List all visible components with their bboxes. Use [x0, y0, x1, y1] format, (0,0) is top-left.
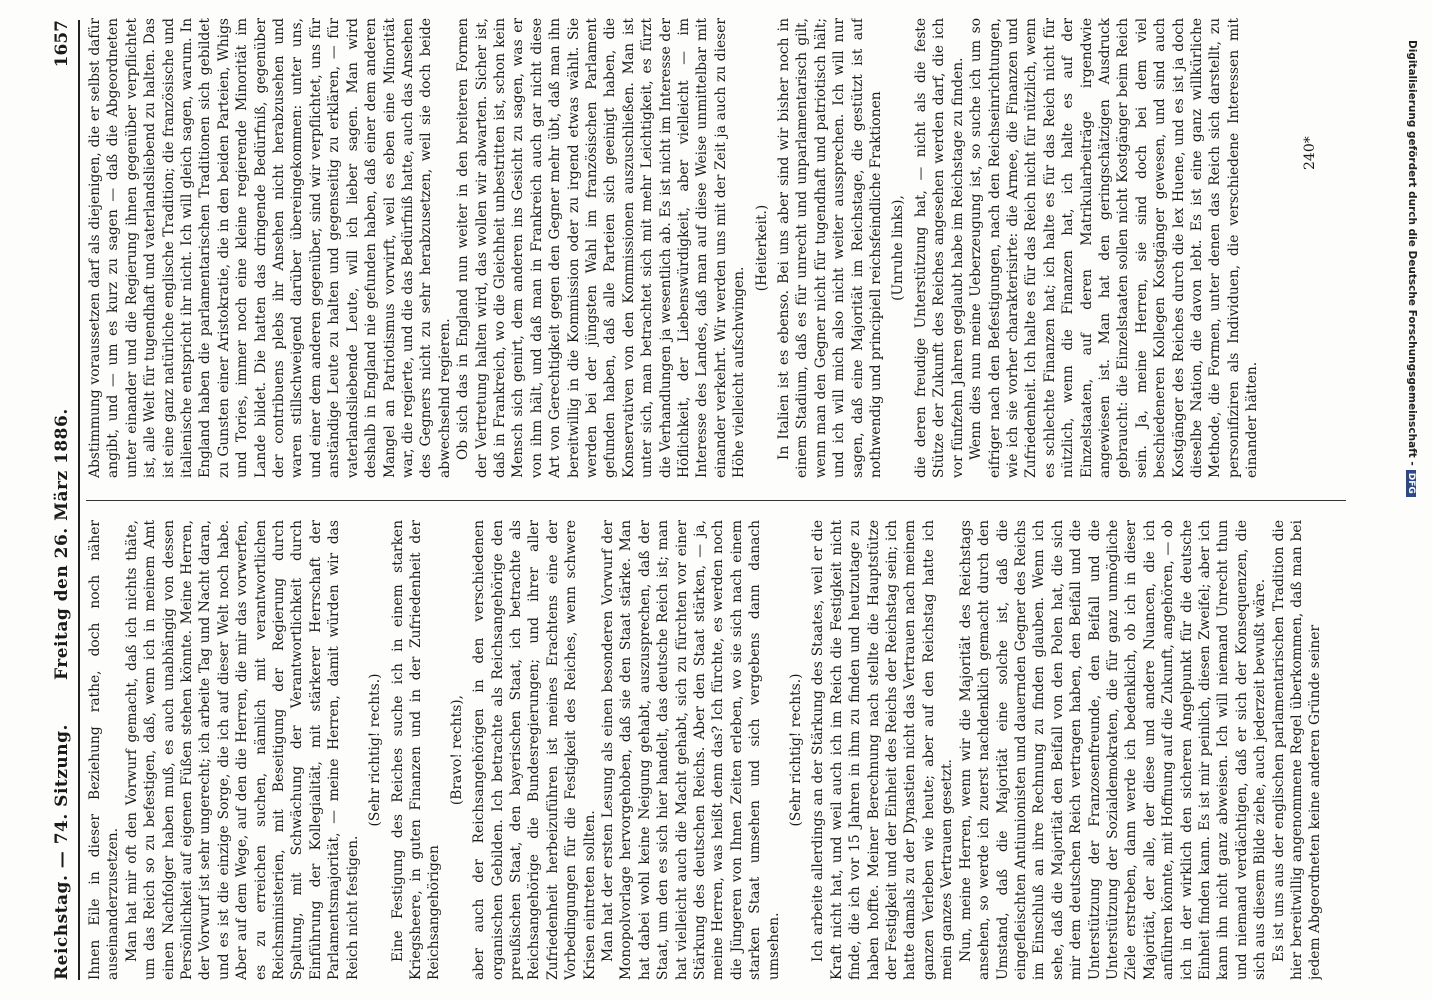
page-header: [52, 20, 78, 980]
dfg-footer: [1406, 40, 1418, 960]
interjection: (Unruhe links),: [890, 195, 907, 301]
interjection: (Bravo! rechts),: [448, 694, 465, 806]
paragraph: Ob sich das in England nun weiter in den breiteren Formen der Vertretung halten wird, das wollen wir abwarten. Sicher ist, daß in Frankreich, wo die Gleichheit unbestritten ist, schon kein Mensch sich genirt, dem anderen ins Gesicht zu sagen, was er von ihm hält, und daß man in Frankreich auch gar nicht diese Art von Gerechtigkeit gegen den Gegner mehr übt, daß man ihn bereitwillig in die Kommission oder zu irgend etwas wählt. Sie werden bei der jüngsten Wahl im französischen Parlament gefunden haben, daß alle Parteien sich geeinigt haben, die Konservativen von den Kommissionen auszuschließen. Man ist unter sich, man betrachtet sich mit mehr Leichtigkeit, es fürzt die Verhandlungen ja wesentlich ab. Es ist nicht im Interesse der Höflichkeit, der Liebenswürdigkeit, aber vielleicht — im Interesse des Landes, daß man auf diese Weise unmittelbar mit einander verkehrt. Wir werden uns mit der Zeit ja auch zu dieser Höhe vielleicht aufschwingen.: [455, 18, 748, 478]
paragraph: aber auch der Reichsangehörigen in den verschiedenen organischen Gebilden. Ich betrachte als Reichsangehörige den preußischen Staat, den bayerischen Staat, ich betrachte als Reichsangehörige die Bundesregierungen; und ihrer aller Zufriedenheit herbeizuführen ist meines Erachtens eine der Vorbedingungen für die Festigkeit des Reiches, wenn schwere Krisen eintreten sollten.: [471, 520, 598, 980]
paragraph: Wenn dies nun meine Ueberzeugung ist, so suche ich um so eifriger nach den Befestigungen, nach den Reichseinrichtungen, wie ich sie vorher charakterisirte: die Armee, die Finanzen und Zufriedenheit. Ich halte es für das Reich nicht für nützlich, wenn es schlechte Finanzen hat; ich halte es für das Reich nicht für nützlich, wenn die Finanzen hat, ich halte es auf der Einzelstaaten, auf deren Matrikularbeiträge irgendwie angewiesen ist. Man hat den geringschätzigen Ausdruck gebraucht: die Einzelstaaten sollen nicht Kostgänger beim Reich sein. Ja, meine Herren, sie sind doch bei dem viel beschiedeneren Kollegen Kostgänger gewesen, und sind auch Kostgänger des Reiches durch die lex Huene, und es ist ja doch dieselbe Nation, die davon lebt. Es ist eine ganz willkürliche Methode, die Formen, unter denen das Reich sich darstellt, zu personifiziren als Individuen, die verschiedene Interessen mit einander hätten.: [968, 18, 1261, 478]
paragraph: Nun, meine Herren, wenn wir die Majorität des Reichstags ansehen, so werde ich zuerst nachdenklich gemacht durch den Umstand, daß die Majorität eine solche ist, daß die eingefleischten Antiunionisten und dauernden Gegner des Reichs im Einschluß an ihre Rechnung zu finden glauben. Wenn ich sehe, daß die Majorität den Beifall von den Polen hat, die sich mir dem deutschen Reich vertragen haben, den Beifall und die Unterstützung der Franzosenfreunde, den Beifall und die Unterstützung der Sozialdemokraten, die für ganz unmögliche Ziele erstreben, dann werde ich bedenklich, ob ich in dieser Majorität, der alle, der diese und andere Nuancen, die ich anführen könnte, mit Hoffnung auf die Zukunft, angehören, — ob ich in der wirklich den sicheren Angelpunkt für die deutsche Einheit finden kann. Es ist mir peinlich, diesen Zweifel; aber ich kann ihn nicht ganz abweisen. Ich will niemand Unrecht thun und niemand verdächtigen, daß er sich der Konsequenzen, die sich aus diesem Bilde ziehe, auch jederzeit bewußt wäre.: [957, 520, 1269, 980]
header-date: Freitag den 26. März 1886.: [52, 408, 72, 680]
interjection: (Heiterkeit.): [753, 204, 770, 292]
interjection: (Sehr richtig! rechts.): [367, 673, 384, 827]
paragraph: Ihnen Eile in dieser Beziehung rathe, doch noch näher auseinanderzusetzen.: [87, 520, 122, 980]
paragraph: Man hat mir oft den Vorwurf gemacht, daß ich nichts thäte, um das Reich so zu befestigen, daß, wenn ich in meinem Amt einen Nachfolger haben muß, es auch unabhängig von dessen Persönlichkeit auf eigenen Füßen stehen könnte. Meine Herren, der Vorwurf ist sehr ungerecht; ich arbeite Tag und Nacht daran, und es ist die einzige Sorge, die ich auf dieser Welt noch habe. Aber auf dem Wege, auf den die Herren, die mir das vorwerfen, es zu erreichen suchen, nämlich mit verantwortlichen Reichsministerien, mit Beseitigung der Regierung durch Spaltung, mit Schwächung der Verantwortlichkeit durch Einführung der Kollegialität, mit stärkerer Herrschaft der Parlamentsmajorität, — meine Herren, damit würden wir das Reich nicht festigen.: [123, 520, 361, 980]
paragraph: Eine Festigung des Reiches suche ich in einem starken Kriegsheere, in guten Finanzen und in der Zufriedenheit der Reichsangehörigen: [389, 520, 443, 980]
paragraph: Man hat der ersten Lesung als einen besonderen Vorwurf der Monopolvorlage hervorgehoben, daß sie den Staat stärke. Man hat dabei wohl keine Neigung gehabt, auszusprechen, daß der Staat, um den es sich hier handelt, das deutsche Reich ist; man hat vielleicht auch die Macht gehabt, sich zu fürchten vor einer Stärkung des deutschen Reichs. Aber den Staat stärken, — ja, meine Herren, was heißt denn das? Ich fürchte, es werden noch die Jüngeren von Ihnen Zeiten erleben, wo sie sich nach einem starken Staat umsehen und sich vergebens dann danach umsehen.: [599, 520, 782, 980]
paragraph: Abstimmung voraussetzen darf als diejenigen, die er selbst dafür angibt, und — um es kurz zu sagen — daß die Abgeordneten unter einander und die Regierung ihnen gegenüber verpflichtet ist, alle Welt für tugendhaft und vaterlandsliebend zu halten. Das ist eine ganz natürliche englische Tradition; die französische und italienische entspricht ihr nicht. Ich will gleich sagen, warum. In England haben die parlamentarischen Traditionen sich gebildet zu Gunsten einer Aristokratie, die in den beiden Parteien, Whigs und Tories, immer noch eine kleine regierende Minorität im Lande bildet. Die hatten das dringende Bedürfniß, gegenüber der contribuens plebs ihr Ansehen nicht herabzusehen und waren stillschweigend darüber übereingekommen: unter uns, und einer dem anderen gegenüber, sind wir verpflichtet, uns für anständige Leute zu halten und gegenseitig zu erklären, — für vaterlandsliebende Leute, will ich lieber sagen. Man wird deshalb in England nie gefunden haben, daß einer dem anderen Mangel an Patriotismus vorwirft, weil es eben eine Minorität war, die regierte, und die das Bedürfniß hatte, auch das Ansehen des Gegners nicht zu sehr herabzusetzen, weil sie doch beide abwechselnd regieren.: [87, 18, 453, 478]
interjection: (Sehr richtig! rechts.): [788, 673, 805, 827]
header-left: Reichstag. — 74. Sitzung.: [52, 724, 72, 980]
header-rule: [78, 20, 80, 980]
header-page-number: 1657: [52, 20, 72, 68]
right-column: [86, 18, 1366, 478]
left-column: [86, 520, 1366, 980]
signature-number: 240*: [1302, 136, 1318, 170]
paragraph: Ich arbeite allerdings an der Stärkung des Staates, weil er die Kraft nicht hat, und weil auch ich im Reich die Festigkeit nicht finde, die ich vor 15 Jahren in ihm zu finden und heutzutage zu haben hoffte. Meiner Berechnung nach stellte die Hauptstütze der Festigkeit und der Einheit des Reichs der Reichstag sein; ich hatte damals zu der Dynastien nicht das Vertrauen nach meinem ganzen Verleben wie heute; aber auf den Reichstag hatte ich mein ganzes Vertrauen gesetzt.: [810, 520, 956, 980]
footer-text: Digitalisierung gefördert durch die Deutsche Forschungsgemeinschaft -: [1406, 40, 1418, 466]
column-divider: [86, 500, 1346, 501]
paragraph: Es ist uns aus der englischen parlamentarischen Tradition die hier bereitwillig angenommene Regel überkommen, daß man bei jedem Abgeordneten keine anderen Gründe seiner: [1270, 520, 1324, 980]
paragraph: die deren freudige Unterstützung hat, — nicht als die feste Stütze der Zukunft des Reiches angesehen werden darf, die ich vor fünfzehn Jahren geglaubt habe im Reichstage zu finden.: [912, 18, 966, 478]
paragraph: In Italien ist es ebenso. Bei uns aber sind wir bisher noch in einem Stadium, daß es für unrecht und unparlamentarisch gilt, wenn man den Gegner nicht für tugendhaft und patriotisch hält; und ich will mich also nicht weiter aussprechen. Ich will nur sagen, daß eine Majorität im Reichstage, die gestützt ist auf nothwendig und principiell reichsfeindliche Fraktionen: [776, 18, 885, 478]
dfg-logo: DFG: [1406, 470, 1416, 497]
